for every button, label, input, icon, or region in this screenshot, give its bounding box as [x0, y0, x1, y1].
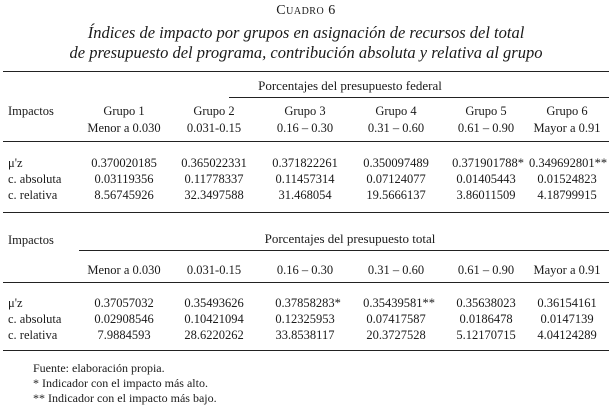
top-rule [3, 71, 609, 72]
s1-range-6: Mayor a 0.91 [533, 121, 601, 135]
table-number: Cuadro 6 [276, 3, 336, 18]
s2-abs-g1: 0.02908546 [94, 312, 154, 326]
s2-mu-g4: 0.35439581** [363, 296, 435, 310]
s2-row-rel-label: c. relativa [8, 328, 58, 342]
s1-rel-g6: 4.18799915 [537, 188, 597, 202]
s2-range-1: Menor a 0.030 [87, 263, 161, 277]
section2-header-rule [3, 282, 609, 283]
s1-abs-g3: 0.11457314 [275, 172, 335, 186]
s2-mu-g2: 0.35493626 [184, 296, 244, 310]
section2-impactos-label: Impactos [8, 233, 54, 247]
group-1-header: Grupo 1 [103, 104, 145, 118]
table-title-line-1: Índices de impacto por grupos en asignación de recursos del total [87, 23, 525, 42]
s2-mu-g5: 0.35638023 [456, 296, 516, 310]
group-5-header: Grupo 5 [465, 104, 507, 118]
section1-header-rule [3, 141, 609, 142]
s1-rel-g4: 19.5666137 [366, 188, 426, 202]
s1-rel-g1: 8.56745926 [94, 188, 154, 202]
s2-rel-g4: 20.3727528 [366, 328, 426, 342]
s1-row-abs-label: c. absoluta [8, 172, 62, 186]
s1-range-4: 0.31 – 0.60 [367, 121, 425, 135]
group-6-header: Grupo 6 [546, 104, 588, 118]
s2-rel-g1: 7.9884593 [97, 328, 151, 342]
s2-mu-g3: 0.37858283* [275, 296, 341, 310]
s1-mu-g4: 0.350097489 [363, 156, 429, 170]
s1-rel-g2: 32.3497588 [184, 188, 244, 202]
s1-abs-g1: 0.03119356 [94, 172, 154, 186]
s1-abs-g5: 0.01405443 [456, 172, 516, 186]
group-3-header: Grupo 3 [284, 104, 326, 118]
s1-range-5: 0.61 – 0.90 [457, 121, 515, 135]
s2-rel-g2: 28.6220262 [184, 328, 244, 342]
s2-abs-g5: 0.0186478 [459, 312, 513, 326]
s1-mu-g2: 0.365022331 [181, 156, 247, 170]
s2-rel-g6: 4.04124289 [537, 328, 597, 342]
s1-range-3: 0.16 – 0.30 [276, 121, 334, 135]
s1-abs-g6: 0.01524823 [537, 172, 597, 186]
s2-row-mu-label: μ'z [8, 296, 23, 310]
s1-mu-g3: 0.371822261 [272, 156, 338, 170]
s2-abs-g6: 0.0147139 [540, 312, 594, 326]
s1-range-1: Menor a 0.030 [87, 121, 161, 135]
s1-rel-g3: 31.468054 [278, 188, 332, 202]
s2-abs-g4: 0.07417587 [366, 312, 426, 326]
group-2-header: Grupo 2 [193, 104, 235, 118]
s2-range-2: 0.031-0.15 [186, 263, 242, 277]
s2-range-5: 0.61 – 0.90 [457, 263, 515, 277]
s2-abs-g2: 0.10421094 [184, 312, 244, 326]
s1-row-rel-label: c. relativa [8, 188, 58, 202]
s2-rel-g5: 5.12170715 [456, 328, 516, 342]
footnote-highest: * Indicador con el impacto más alto. [33, 376, 208, 390]
s2-row-abs-label: c. absoluta [8, 312, 62, 326]
table-title-line-2: de presupuesto del programa, contribución absoluta y relativa al grupo [69, 43, 543, 62]
s2-range-3: 0.16 – 0.30 [276, 263, 334, 277]
s1-mu-g1: 0.370020185 [91, 156, 157, 170]
s2-mu-g6: 0.36154161 [537, 296, 597, 310]
group-4-header: Grupo 4 [375, 104, 417, 118]
s1-abs-g4: 0.07124077 [366, 172, 426, 186]
s2-range-4: 0.31 – 0.60 [367, 263, 425, 277]
s1-range-2: 0.031-0.15 [186, 121, 242, 135]
section2-title: Porcentajes del presupuesto total [264, 231, 436, 246]
s2-rel-g3: 33.8538117 [275, 328, 335, 342]
section2-underline [79, 250, 609, 251]
bottom-rule [3, 350, 609, 351]
s2-abs-g3: 0.12325953 [275, 312, 335, 326]
s1-rel-g5: 3.86011509 [456, 188, 516, 202]
s1-row-mu-label: μ'z [8, 156, 23, 170]
s1-mu-g5: 0.371901788* [452, 156, 524, 170]
s2-mu-g1: 0.37057032 [94, 296, 154, 310]
footnote-lowest: ** Indicador con el impacto más bajo. [33, 391, 217, 405]
section-divider [3, 212, 609, 213]
s1-abs-g2: 0.11778337 [184, 172, 244, 186]
section1-title: Porcentajes del presupuesto federal [258, 78, 442, 93]
s1-mu-g6: 0.349692801** [528, 156, 608, 170]
footnote-source: Fuente: elaboración propia. [33, 361, 165, 375]
s2-range-6: Mayor a 0.91 [533, 263, 601, 277]
section1-impactos-label: Impactos [8, 104, 54, 118]
section1-underline [229, 97, 609, 98]
